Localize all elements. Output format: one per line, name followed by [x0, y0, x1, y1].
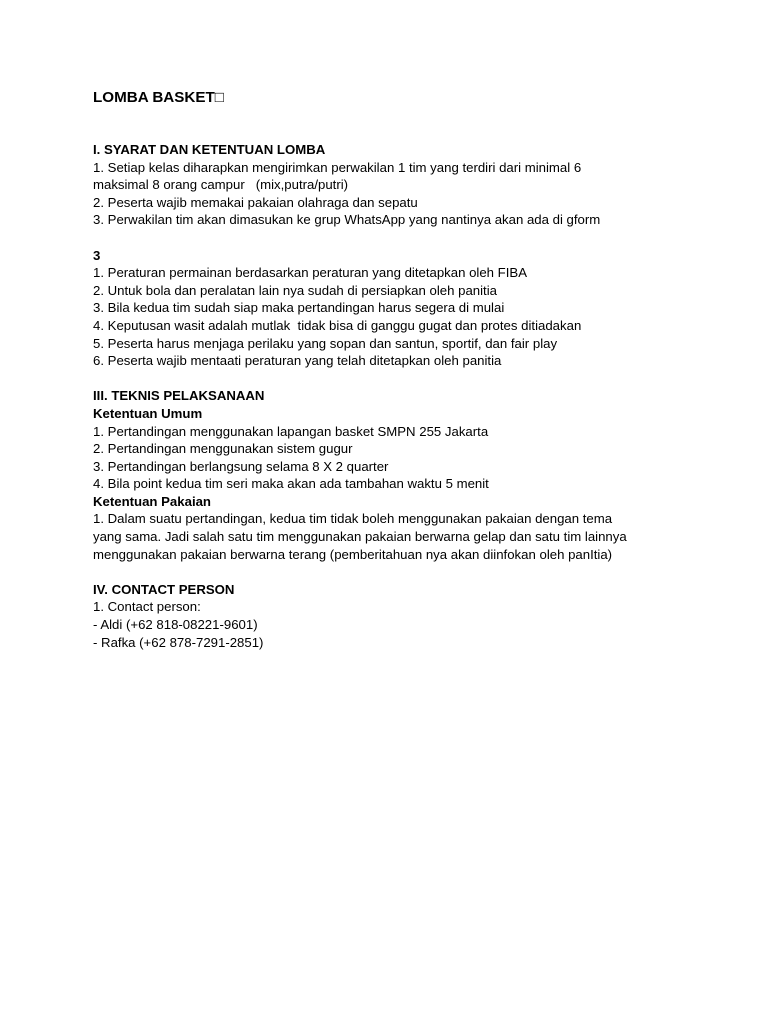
text-line: 2. Peserta wajib memakai pakaian olahraga dan sepatu [93, 194, 418, 210]
text-line: menggunakan pakaian berwarna terang (pemberitahuan nya akan diinfokan oleh panItia) [93, 546, 613, 562]
text-line: 1. Pertandingan menggunakan lapangan basket SMPN 255 Jakarta [93, 423, 489, 439]
document-body [93, 88, 668, 669]
text-line: 2. Pertandingan menggunakan sistem gugur [93, 441, 353, 457]
section-heading: I. SYARAT DAN KETENTUAN LOMBA [93, 142, 326, 157]
text-line: 3. Perwakilan tim akan dimasukan ke grup WhatsApp yang nantinya akan ada di gform [93, 212, 601, 228]
section-heading: 3 [93, 247, 101, 263]
text-line: 5. Peserta harus menjaga perilaku yang sopan dan santun, sportif, dan fair play [93, 335, 558, 351]
text-line: 1. Peraturan permainan berdasarkan peraturan yang ditetapkan oleh FIBA [93, 265, 527, 281]
section-heading: IV. CONTACT PERSON [93, 581, 235, 597]
text-line: 6. Peserta wajib mentaati peraturan yang telah ditetapkan oleh panitia [93, 353, 502, 369]
document-title: LOMBA BASKET□ [93, 89, 224, 106]
subsection-heading: Ketentuan Pakaian [93, 493, 211, 509]
text-line: 1. Dalam suatu pertandingan, kedua tim tidak boleh menggunakan pakaian dengan tema [93, 511, 613, 527]
text-line: 3. Pertandingan berlangsung selama 8 X 2 quarter [93, 458, 389, 474]
text-line: 1. Setiap kelas diharapkan mengirimkan perwakilan 1 tim yang terdiri dari minimal 6 [93, 159, 582, 175]
contact-aldi: - Aldi (+62 818-08221-9601) [93, 617, 258, 633]
text-line: 2. Untuk bola dan peralatan lain nya sudah di persiapkan oleh panitia [93, 282, 497, 298]
text-line: 3. Bila kedua tim sudah siap maka pertandingan harus segera di mulai [93, 300, 505, 316]
text-line: yang sama. Jadi salah satu tim menggunakan pakaian berwarna gelap dan satu tim lainnya [93, 529, 627, 545]
contact-rafka: - Rafka (+62 878-7291-2851) [93, 634, 264, 650]
text-line: 4. Bila point kedua tim seri maka akan ada tambahan waktu 5 menit [93, 476, 489, 492]
text-line: 1. Contact person: [93, 599, 201, 615]
text-line: 4. Keputusan wasit adalah mutlak tidak bisa di ganggu gugat dan protes ditiadakan [93, 317, 582, 333]
section-syarat-ketentuan [93, 141, 668, 229]
section-contact-person [93, 581, 668, 651]
section-teknis-pelaksanaan [93, 387, 668, 563]
section-peraturan [93, 247, 668, 370]
subsection-heading: Ketentuan Umum [93, 405, 203, 421]
text-line: maksimal 8 orang campur (mix,putra/putri) [93, 177, 349, 193]
section-heading: III. TEKNIS PELAKSANAAN [93, 388, 265, 404]
